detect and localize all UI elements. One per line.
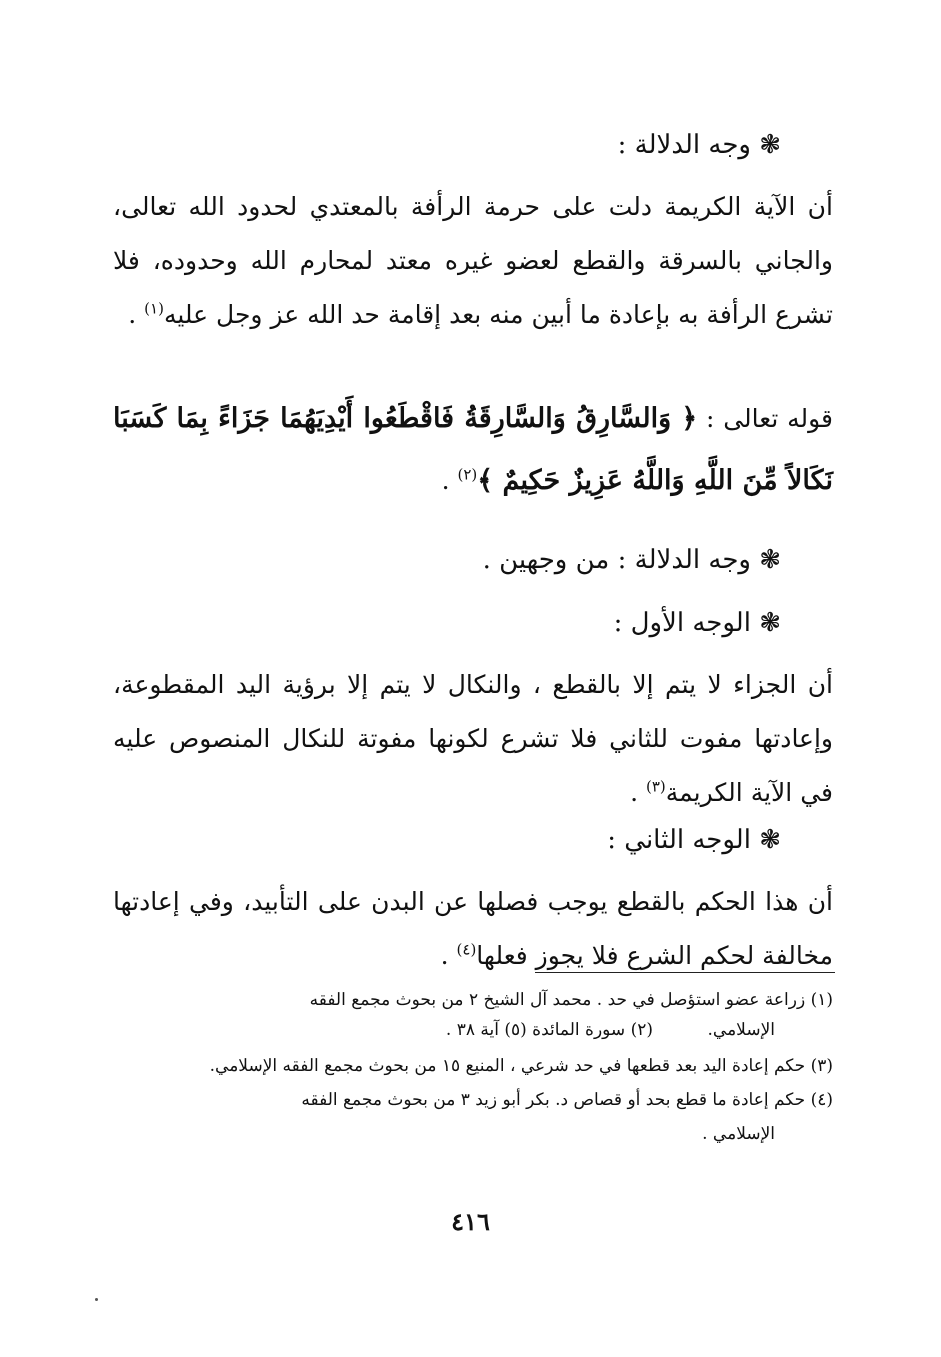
footnote-ref-1[interactable]: (١)	[144, 299, 164, 318]
footnote-3: (٣) حكم إعادة اليد بعد قطعها في حد شرعي ، المنيع ١٥ من بحوث مجمع الفقه الإسلامي.	[209, 1056, 833, 1076]
footnote-1: (١) زراعة عضو استؤصل في حد . محمد آل الشيخ ٢ من بحوث مجمع الفقه	[309, 990, 833, 1010]
footnote-1-continuation: الإسلامي.	[707, 1020, 775, 1040]
scan-speck	[95, 1298, 98, 1301]
footnote-ref-3[interactable]: (٣)	[645, 777, 666, 796]
section-heading-indication: ❃ وجه الدلالة :	[617, 130, 781, 160]
paragraph-end: .	[630, 778, 639, 807]
paragraph-indication-1	[113, 180, 833, 342]
paragraph-text: أن الجزاء لا يتم إلا بالقطع ، والنكال لا يتم إلا برؤية اليد المقطوعة، وإعادتها مفوت للثاني فلا تشرع لكونها مفوتة للنكال المنصوص عليه في الآية الكريمة	[113, 670, 834, 807]
paragraph-text: أن هذا الحكم بالقطع يوجب فصلها عن البدن على التأبيد، وفي إعادتها مخالفة لحكم الشرع فلا يجوز فعلها	[113, 887, 833, 970]
paragraph-second-aspect	[113, 875, 833, 983]
verse-intro: قوله تعالى :	[706, 404, 833, 433]
footnote-4-continuation: الإسلامي .	[702, 1124, 775, 1144]
paragraph-end: .	[128, 300, 137, 329]
paragraph-quran-verse	[113, 388, 833, 512]
quran-verse: ﴿ وَالسَّارِقُ وَالسَّارِقَةُ فَاقْطَعُوا أَيْدِيَهُمَا جَزَاءً بِمَا كَسَبَا نَكَالاً مِّنَ اللَّهِ وَاللَّهُ عَزِيزٌ حَكِيمٌ ﴾	[113, 403, 833, 496]
section-heading-two-aspects: ❃ وجه الدلالة : من وجهين .	[482, 545, 781, 575]
section-heading-first-aspect: ❃ الوجه الأول :	[613, 608, 781, 638]
paragraph-first-aspect	[113, 658, 833, 820]
footnote-separator	[535, 972, 835, 973]
footnote-4: (٤) حكم إعادة ما قطع بحد أو قصاص د. بكر أبو زيد ٣ من بحوث مجمع الفقه	[301, 1090, 833, 1110]
section-heading-second-aspect: ❃ الوجه الثاني :	[607, 825, 781, 855]
footnote-2: (٢) سورة المائدة (٥) آية ٣٨ .	[445, 1020, 653, 1040]
paragraph-text: أن الآية الكريمة دلت على حرمة الرأفة بالمعتدي لحدود الله تعالى، والجاني بالسرقة والقطع لعضو غيره معتد لمحارم الله وحدوده، فلا تشرع الرأفة به بإعادة ما أبين منه بعد إقامة حد الله عز وجل عليه	[113, 192, 833, 329]
page-number: ٤١٦	[451, 1207, 490, 1236]
paragraph-end: .	[441, 466, 450, 495]
footnote-ref-4[interactable]: (٤)	[456, 940, 477, 959]
footnotes	[108, 985, 833, 1149]
footnote-ref-2[interactable]: (٢)	[457, 465, 478, 484]
paragraph-end: .	[440, 941, 449, 970]
